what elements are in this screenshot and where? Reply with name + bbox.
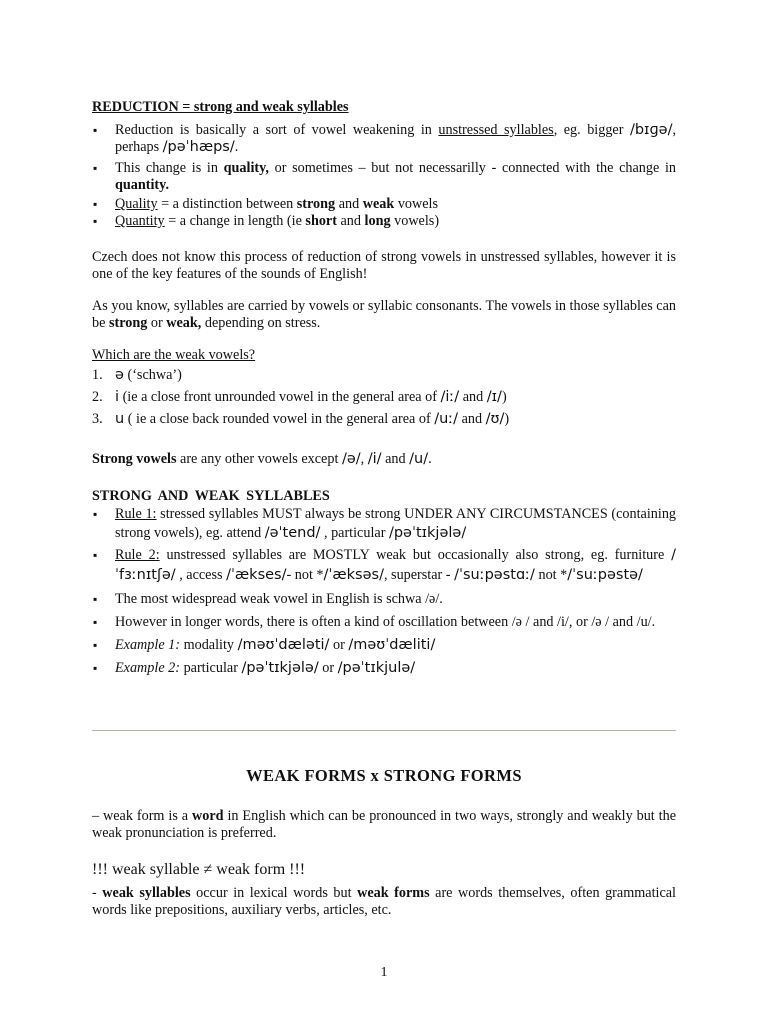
weak-form-definition: – weak form is a word in English which can be pronounced in two ways, strongly and weakly but the weak pronunciation is preferred.	[92, 808, 676, 841]
reduction-title: REDUCTION = strong and weak syllables	[92, 99, 349, 115]
list-item: ▪ The most widespread weak vowel in English is schwa /ə/.	[92, 589, 676, 609]
strong-vowels-paragraph: Strong vowels are any other vowels except /ə/, /i/ and /u/.	[92, 451, 432, 467]
strong-weak-syllables-section	[92, 488, 676, 680]
list-item: ▪ Example 2: particular /pəˈtɪkjələ/ or /pəˈtɪkjulə/	[92, 658, 676, 678]
list-item: ▪ Reduction is basically a sort of vowel weakening in unstressed syllables, eg. bigger /bɪɡə/, perhaps /pəˈhæps/.	[92, 122, 676, 156]
list-item: ▪ Example 1: modality /məʊˈdæləti/ or /məʊˈdæliti/	[92, 635, 676, 655]
list-item: ▪ Quantity = a change in length (ie short and long vowels)	[92, 213, 676, 230]
underlined-term: unstressed syllables	[438, 122, 554, 138]
weak-syllables-paragraph: - weak syllables occur in lexical words but weak forms are words themselves, often grammatical words like prepositions, auxiliary verbs, articles, etc.	[92, 885, 676, 918]
weak-vowels-section	[92, 347, 676, 430]
rules-bullets	[92, 505, 676, 678]
ipa-transcription: /bɪɡə/	[629, 122, 673, 138]
section-heading: STRONG AND WEAK SYLLABLES	[92, 488, 330, 504]
page-number: 1	[380, 965, 388, 980]
list-item: ▪ This change is in quality, or sometimes – but not necessarilly - connected with the change in quantity.	[92, 160, 676, 194]
weak-vowels-list	[92, 364, 676, 430]
reduction-section	[92, 99, 676, 232]
reduction-bullets	[92, 122, 676, 230]
list-item: 3. u ( ie a close back rounded vowel in the general area of /uː/ and /ʊ/)	[92, 411, 510, 427]
weak-vowels-heading: Which are the weak vowels?	[92, 347, 256, 363]
list-item: ▪ Rule 1: stressed syllables MUST always be strong UNDER ANY CIRCUMSTANCES (containing strong vowels), eg. attend /əˈtend/ , particular /pəˈtɪkjələ/	[92, 505, 676, 543]
czech-paragraph: Czech does not know this process of reduction of strong vowels in unstressed syllables, however it is one of the key features of the sounds of English!	[92, 249, 676, 282]
horizontal-divider	[92, 730, 676, 731]
weak-forms-heading: WEAK FORMS x STRONG FORMS	[246, 766, 522, 785]
warning-line: !!! weak syllable ≠ weak form !!!	[92, 861, 306, 878]
list-item: ▪ Quality = a distinction between strong and weak vowels	[92, 196, 676, 213]
list-item: 2. i (ie a close front unrounded vowel in the general area of /iː/ and /ɪ/)	[92, 389, 507, 405]
syllables-paragraph: As you know, syllables are carried by vowels or syllabic consonants. The vowels in those syllables can be strong or weak, depending on stress.	[92, 298, 676, 331]
list-item: 1. ə (‘schwa’)	[92, 367, 182, 383]
list-item: ▪ Rule 2: unstressed syllables are MOSTLY weak but occasionally also strong, eg. furniture /ˈfɜːnɪtʃə/ , access /ˈækses/- not */ˈæksəs/, superstar - /ˈsuːpəstɑː/ not */ˈsuːpəstə/	[92, 545, 676, 585]
ipa-transcription: /pəˈhæps/	[162, 139, 235, 155]
list-item: ▪ However in longer words, there is often a kind of oscillation between /ə / and /i/, or /ə / and /u/.	[92, 612, 676, 632]
